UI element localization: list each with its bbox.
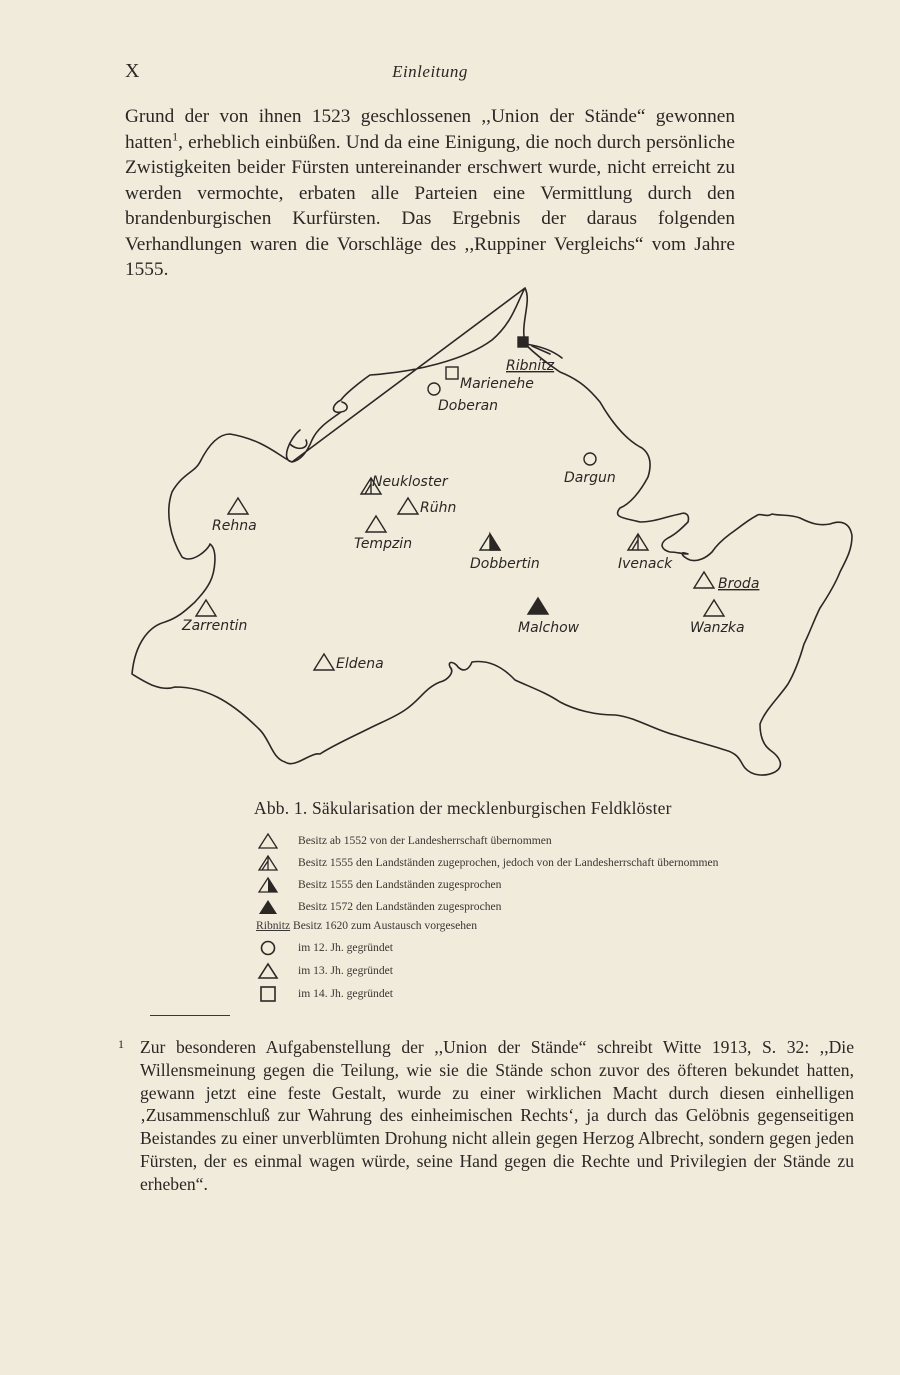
place-wanzka: Wanzka bbox=[690, 620, 745, 636]
place-broda: Broda bbox=[718, 576, 760, 592]
mecklenburg-map bbox=[120, 282, 860, 782]
place-marienehe: Marienehe bbox=[460, 376, 534, 392]
running-head bbox=[125, 60, 735, 84]
place-dargun: Dargun bbox=[564, 470, 616, 486]
malchow-filled-triangle-icon bbox=[528, 598, 548, 614]
body-line-1-end: , bbox=[178, 131, 183, 153]
footnote-reference[interactable]: 1 bbox=[172, 129, 179, 144]
ivenack-split-triangle-icon bbox=[628, 534, 648, 550]
book-page: X Einleitung Grund der von ihnen 1523 geschlossenen ,,Union der Stände“ gewonnen hatten$^1$, erheblich einbüßen. Und da eine Einigung, die noch durch persönliche Zwistigkeiten beider Fürsten untereinander erschwert wurde, nicht erreicht zu werden vermochte, erbaten alle Parteien eine Vermittlung durch den brandenburgischen Kurfürsten. Das Ergebnis der daraus folgenden Verhandlungen waren die Vorschläge des ,,Ruppiner Vergleichs“ vom Jahre 1555. Ribnitz Marienehe Doberan Dargun Neukloster Rühn Rehna Tempzin Dobbertin Ivenack Broda Wanzka Zarrentin Malchow Eldena Abb. 1. Säkularisation der mecklenburgischen Feldklöster Besitz ab 1552 von der Landesherrschaft übernommen Besitz 1555 den Landständen zugeprochen, jedoch von der Landesherrschaft übernommen Besitz 1555 den Landständen zugesprochen Besitz 1572 den Landständen zugesprochen Ribnitz Besitz 1620 zum Austausch vorgesehen im 12. Jh. gegründet im 13. Jh. gegründet im 14. Jh. gegründet 1 Zur besonderen Aufgabenstellung der ,,Union der Stände“ schreibt Witte 1913, S. 32: ,,Die Willensmeinung gegen die Teilung, wie sie die Stände schon zuvor des öfteren bekundet hatten, gewann jetzt eine feste Gestalt, wurde zu einer wirklichen Macht durch diesen einhelligen ‚Zusammenschluß zur Wahrung des einheimischen Rechts‘, ja durch das Gelöbnis gegenseitigen Beistandes zu einer unverblümten Drohung nicht allein gegen Herzog Albrecht, sondern gegen jeden Fürsten, der es einmal wagen würde, seine Hand gegen die Rechte und Privilegien der Stände zu erheben“. bbox=[0, 0, 900, 1375]
triangle-outline-icon bbox=[256, 832, 280, 850]
triangle-half-filled-icon bbox=[256, 876, 280, 894]
place-ribnitz: Ribnitz bbox=[506, 358, 555, 374]
dargun-circle-icon bbox=[584, 453, 596, 465]
zarrentin-triangle-icon bbox=[196, 600, 216, 616]
page-number: X bbox=[125, 60, 140, 82]
body-paragraph bbox=[125, 104, 735, 283]
footnote-text: Zur besonderen Aufgabenstellung der ,,Union der Stände“ schreibt Witte 1913, S. 32: ,,Die Willensmeinung gegen die Teilung, wie sie die Stände schon zuvor des öfteren bekundet hatten, gewann jetzt eine feste Gestalt, wurde zu einer wirklichen Macht durch diesen einhelligen ‚Zusammenschluß zur Wahrung des einheimischen Rechts‘, ja durch das Gelöbnis gegenseitigen Beistandes zu einer unverblümten Drohung nicht allein gegen Herzog Albrecht, sondern gegen jeden Fürsten, der es einmal wagen würde, seine Hand gegen die Rechte und Privilegien der Stände zu erheben“. bbox=[140, 1037, 854, 1194]
rehna-triangle-icon bbox=[228, 498, 248, 514]
body-text-rest: erheblich einbüßen. Und da eine Einigung, die noch durch persönliche Zwistigkeiten beider Fürsten untereinander erschwert wurde, nicht erreicht zu werden vermochte, erbaten alle Parteien eine Vermittlung durch den brandenburgischen Kurfürsten. Das Ergebnis der daraus folgenden Verhandlungen waren die Vorschläge des ,,Ruppiner Vergleichs“ vom Jahre 1555. bbox=[125, 131, 735, 280]
eldena-triangle-icon bbox=[314, 654, 334, 670]
running-title: Einleitung bbox=[392, 62, 468, 81]
footnote-divider bbox=[150, 1015, 230, 1016]
triangle-split-icon bbox=[256, 854, 280, 872]
place-ruhn: Rühn bbox=[420, 500, 457, 516]
place-tempzin: Tempzin bbox=[354, 536, 413, 552]
place-malchow: Malchow bbox=[518, 620, 580, 636]
ruhn-triangle-icon bbox=[398, 498, 418, 514]
place-dobbertin: Dobbertin bbox=[470, 556, 540, 572]
tempzin-triangle-icon bbox=[366, 516, 386, 532]
place-ivenack: Ivenack bbox=[618, 556, 673, 572]
triangle-filled-icon bbox=[256, 898, 280, 916]
doberan-circle-icon bbox=[428, 383, 440, 395]
footnote bbox=[118, 1036, 854, 1196]
wanzka-triangle-icon bbox=[704, 600, 724, 616]
place-rehna: Rehna bbox=[212, 518, 257, 534]
dobbertin-half-triangle-icon bbox=[480, 534, 500, 550]
place-zarrentin: Zarrentin bbox=[182, 618, 248, 634]
place-doberan: Doberan bbox=[438, 398, 499, 414]
broda-triangle-icon bbox=[694, 572, 714, 588]
legend-ribnitz-label: Ribnitz bbox=[256, 919, 291, 932]
square-outline-icon bbox=[256, 985, 280, 1003]
place-neukloster: Neukloster bbox=[372, 474, 448, 490]
circle-outline-icon bbox=[256, 939, 280, 957]
ribnitz-square-icon bbox=[518, 337, 528, 347]
figure-caption: Abb. 1. Säkularisation der mecklenburgischen Feldklöster bbox=[254, 798, 672, 818]
place-eldena: Eldena bbox=[336, 656, 384, 672]
body-line-1: Grund der von ihnen 1523 geschlossenen ,,Union der Stände“ gewonnen hatten bbox=[125, 106, 735, 153]
triangle-outline-icon bbox=[256, 962, 280, 980]
footnote-mark: 1 bbox=[118, 1037, 124, 1051]
marienehe-square-icon bbox=[446, 367, 458, 379]
